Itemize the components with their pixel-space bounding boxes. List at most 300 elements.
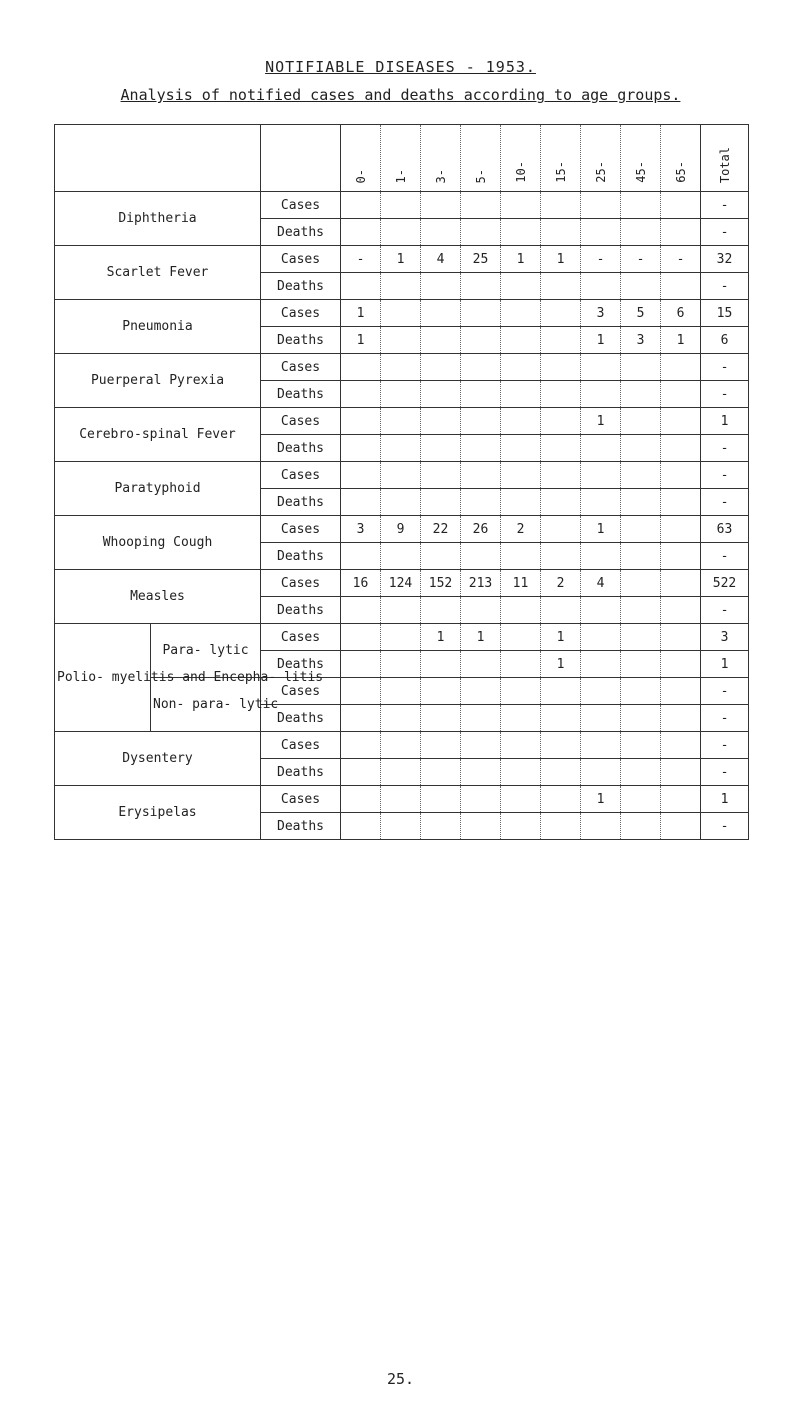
value-cell: [421, 705, 461, 732]
value-cell: [541, 462, 581, 489]
value-cell: [541, 381, 581, 408]
value-cell: 26: [461, 516, 501, 543]
age-group-label: 3-: [433, 168, 448, 183]
value-cell: [661, 435, 701, 462]
value-cell: [621, 516, 661, 543]
value-cell: 1: [581, 408, 621, 435]
value-cell: [341, 813, 381, 840]
value-cell: [341, 219, 381, 246]
value-cell: [341, 543, 381, 570]
age-group-header: [381, 125, 421, 192]
disease-name: Pneumonia: [55, 300, 261, 354]
total-cell: -: [701, 192, 749, 219]
cases-label: Cases: [261, 624, 341, 651]
total-cell: 1: [701, 651, 749, 678]
value-cell: [421, 273, 461, 300]
value-cell: [621, 489, 661, 516]
cases-label: Cases: [261, 732, 341, 759]
value-cell: 16: [341, 570, 381, 597]
value-cell: [381, 192, 421, 219]
value-cell: [421, 651, 461, 678]
total-cell: -: [701, 435, 749, 462]
value-cell: [381, 327, 421, 354]
value-cell: -: [581, 246, 621, 273]
value-cell: [621, 408, 661, 435]
value-cell: [461, 543, 501, 570]
disease-name: Dysentery: [55, 732, 261, 786]
value-cell: [661, 516, 701, 543]
value-cell: [661, 651, 701, 678]
disease-name: Erysipelas: [55, 786, 261, 840]
age-group-header: [341, 125, 381, 192]
value-cell: [381, 732, 421, 759]
value-cell: 2: [501, 516, 541, 543]
cases-label: Cases: [261, 408, 341, 435]
value-cell: [661, 786, 701, 813]
cases-label: Cases: [261, 354, 341, 381]
value-cell: [621, 462, 661, 489]
age-group-label: 65-: [673, 161, 688, 183]
value-cell: [381, 624, 421, 651]
notifications-table: [54, 124, 749, 840]
value-cell: 11: [501, 570, 541, 597]
value-cell: [541, 435, 581, 462]
value-cell: [341, 651, 381, 678]
value-cell: [581, 354, 621, 381]
age-group-header: [501, 125, 541, 192]
value-cell: [621, 435, 661, 462]
page-number: 25.: [386, 1370, 415, 1388]
header-blank: [55, 125, 261, 192]
value-cell: [461, 219, 501, 246]
deaths-label: Deaths: [261, 651, 341, 678]
value-cell: [501, 381, 541, 408]
value-cell: [341, 381, 381, 408]
age-group-label: 0-: [353, 168, 368, 183]
value-cell: [341, 759, 381, 786]
value-cell: [381, 678, 421, 705]
value-cell: [461, 273, 501, 300]
age-group-label: 25-: [593, 161, 608, 183]
value-cell: [381, 435, 421, 462]
value-cell: [461, 462, 501, 489]
value-cell: [381, 705, 421, 732]
value-cell: [381, 786, 421, 813]
disease-cases-row: [55, 192, 749, 219]
total-cell: 63: [701, 516, 749, 543]
value-cell: [421, 192, 461, 219]
value-cell: [661, 543, 701, 570]
value-cell: [381, 273, 421, 300]
value-cell: 1: [461, 624, 501, 651]
value-cell: [541, 489, 581, 516]
value-cell: [621, 759, 661, 786]
value-cell: [541, 678, 581, 705]
value-cell: [341, 705, 381, 732]
deaths-label: Deaths: [261, 489, 341, 516]
value-cell: [421, 759, 461, 786]
value-cell: [621, 570, 661, 597]
deaths-label: Deaths: [261, 219, 341, 246]
value-cell: [501, 786, 541, 813]
value-cell: [381, 489, 421, 516]
deaths-label: Deaths: [261, 759, 341, 786]
total-cell: -: [701, 732, 749, 759]
value-cell: [461, 759, 501, 786]
disease-cases-row: [55, 570, 749, 597]
cases-label: Cases: [261, 246, 341, 273]
value-cell: [541, 273, 581, 300]
value-cell: [661, 624, 701, 651]
value-cell: [381, 651, 421, 678]
value-cell: [381, 813, 421, 840]
value-cell: [661, 192, 701, 219]
value-cell: 5: [621, 300, 661, 327]
value-cell: [341, 192, 381, 219]
value-cell: [461, 705, 501, 732]
value-cell: [501, 300, 541, 327]
value-cell: [621, 192, 661, 219]
value-cell: -: [661, 246, 701, 273]
total-cell: -: [701, 759, 749, 786]
value-cell: 22: [421, 516, 461, 543]
total-cell: -: [701, 381, 749, 408]
value-cell: 6: [661, 300, 701, 327]
value-cell: [381, 462, 421, 489]
value-cell: [501, 651, 541, 678]
value-cell: [421, 327, 461, 354]
value-cell: [621, 354, 661, 381]
value-cell: [501, 759, 541, 786]
value-cell: 213: [461, 570, 501, 597]
value-cell: [421, 813, 461, 840]
total-cell: 3: [701, 624, 749, 651]
disease-cases-row: [55, 516, 749, 543]
value-cell: [421, 786, 461, 813]
value-cell: [581, 219, 621, 246]
value-cell: [421, 300, 461, 327]
value-cell: 1: [341, 327, 381, 354]
value-cell: [381, 597, 421, 624]
value-cell: 9: [381, 516, 421, 543]
value-cell: [581, 273, 621, 300]
value-cell: [541, 597, 581, 624]
cases-label: Cases: [261, 570, 341, 597]
page-subtitle: Analysis of notified cases and deaths according to age groups.: [120, 86, 681, 104]
value-cell: [621, 813, 661, 840]
value-cell: [501, 327, 541, 354]
disease-name: Polio- myelitis and Encepha- litis: [55, 624, 151, 732]
disease-name: Whooping Cough: [55, 516, 261, 570]
disease-name: Scarlet Fever: [55, 246, 261, 300]
value-cell: 1: [581, 786, 621, 813]
age-group-label: 15-: [553, 161, 568, 183]
value-cell: [501, 489, 541, 516]
value-cell: [661, 408, 701, 435]
value-cell: [501, 462, 541, 489]
polio-subtype: Non- para- lytic: [151, 678, 261, 732]
disease-cases-row: [55, 732, 749, 759]
age-group-header: [421, 125, 461, 192]
value-cell: [421, 732, 461, 759]
value-cell: 25: [461, 246, 501, 273]
value-cell: [541, 354, 581, 381]
header-blank: [261, 125, 341, 192]
value-cell: [501, 678, 541, 705]
value-cell: [581, 462, 621, 489]
value-cell: 152: [421, 570, 461, 597]
total-cell: -: [701, 597, 749, 624]
value-cell: [581, 813, 621, 840]
value-cell: [581, 732, 621, 759]
value-cell: [461, 408, 501, 435]
value-cell: [621, 273, 661, 300]
value-cell: [541, 300, 581, 327]
value-cell: [541, 327, 581, 354]
value-cell: [581, 192, 621, 219]
value-cell: [621, 678, 661, 705]
value-cell: [661, 705, 701, 732]
value-cell: [661, 219, 701, 246]
value-cell: 1: [381, 246, 421, 273]
total-cell: 32: [701, 246, 749, 273]
value-cell: [621, 597, 661, 624]
value-cell: 1: [581, 516, 621, 543]
age-group-label: 1-: [393, 168, 408, 183]
disease-name: Diphtheria: [55, 192, 261, 246]
value-cell: [381, 408, 421, 435]
value-cell: [541, 759, 581, 786]
deaths-label: Deaths: [261, 813, 341, 840]
total-cell: 1: [701, 408, 749, 435]
value-cell: [581, 678, 621, 705]
value-cell: [421, 462, 461, 489]
value-cell: [341, 489, 381, 516]
cases-label: Cases: [261, 678, 341, 705]
value-cell: -: [621, 246, 661, 273]
value-cell: [581, 705, 621, 732]
total-cell: -: [701, 678, 749, 705]
page-title: NOTIFIABLE DISEASES - 1953.: [265, 58, 536, 76]
value-cell: [341, 408, 381, 435]
total-cell: -: [701, 354, 749, 381]
value-cell: [621, 543, 661, 570]
value-cell: [661, 597, 701, 624]
value-cell: [661, 570, 701, 597]
value-cell: [661, 354, 701, 381]
age-group-header: [581, 125, 621, 192]
value-cell: [581, 759, 621, 786]
value-cell: [501, 408, 541, 435]
value-cell: [421, 543, 461, 570]
value-cell: 3: [341, 516, 381, 543]
value-cell: [341, 786, 381, 813]
age-group-header: [621, 125, 661, 192]
value-cell: 1: [661, 327, 701, 354]
value-cell: [501, 273, 541, 300]
cases-label: Cases: [261, 786, 341, 813]
value-cell: [581, 435, 621, 462]
disease-cases-row: [55, 408, 749, 435]
total-cell: -: [701, 219, 749, 246]
disease-cases-row: [55, 246, 749, 273]
disease-cases-row: [55, 354, 749, 381]
disease-name: Measles: [55, 570, 261, 624]
deaths-label: Deaths: [261, 597, 341, 624]
value-cell: [661, 489, 701, 516]
value-cell: [421, 489, 461, 516]
value-cell: 3: [621, 327, 661, 354]
value-cell: 4: [421, 246, 461, 273]
value-cell: [581, 651, 621, 678]
value-cell: [581, 597, 621, 624]
value-cell: [461, 732, 501, 759]
value-cell: [461, 435, 501, 462]
value-cell: 1: [541, 624, 581, 651]
value-cell: [421, 354, 461, 381]
total-cell: 15: [701, 300, 749, 327]
age-group-header: [461, 125, 501, 192]
value-cell: [661, 462, 701, 489]
value-cell: 1: [341, 300, 381, 327]
value-cell: -: [341, 246, 381, 273]
value-cell: [421, 597, 461, 624]
value-cell: [461, 300, 501, 327]
value-cell: [461, 381, 501, 408]
value-cell: [501, 732, 541, 759]
age-group-label: Total: [717, 146, 732, 183]
value-cell: [421, 219, 461, 246]
cases-label: Cases: [261, 462, 341, 489]
age-group-label: 5-: [473, 168, 488, 183]
age-group-header: [701, 125, 749, 192]
value-cell: [501, 219, 541, 246]
value-cell: [461, 192, 501, 219]
value-cell: [541, 219, 581, 246]
header-row: [55, 125, 749, 192]
polio-subtype: Para- lytic: [151, 624, 261, 678]
deaths-label: Deaths: [261, 435, 341, 462]
value-cell: [341, 354, 381, 381]
value-cell: [621, 381, 661, 408]
total-cell: -: [701, 813, 749, 840]
value-cell: [381, 381, 421, 408]
value-cell: [541, 192, 581, 219]
total-cell: -: [701, 273, 749, 300]
value-cell: [501, 192, 541, 219]
disease-cases-row: [55, 300, 749, 327]
value-cell: [661, 732, 701, 759]
value-cell: [541, 786, 581, 813]
value-cell: 1: [541, 651, 581, 678]
cases-label: Cases: [261, 300, 341, 327]
value-cell: [621, 651, 661, 678]
value-cell: [501, 354, 541, 381]
value-cell: [421, 408, 461, 435]
value-cell: [541, 813, 581, 840]
value-cell: [341, 435, 381, 462]
total-cell: -: [701, 705, 749, 732]
value-cell: [461, 327, 501, 354]
deaths-label: Deaths: [261, 381, 341, 408]
disease-name: Paratyphoid: [55, 462, 261, 516]
value-cell: [461, 489, 501, 516]
value-cell: 3: [581, 300, 621, 327]
value-cell: [381, 543, 421, 570]
value-cell: [341, 597, 381, 624]
value-cell: [541, 732, 581, 759]
value-cell: [381, 759, 421, 786]
value-cell: [581, 381, 621, 408]
value-cell: [661, 273, 701, 300]
value-cell: 124: [381, 570, 421, 597]
value-cell: [341, 678, 381, 705]
value-cell: [621, 705, 661, 732]
age-group-header: [661, 125, 701, 192]
value-cell: [421, 435, 461, 462]
value-cell: [621, 732, 661, 759]
value-cell: [541, 705, 581, 732]
value-cell: [341, 732, 381, 759]
value-cell: [381, 354, 421, 381]
value-cell: [461, 651, 501, 678]
value-cell: [541, 408, 581, 435]
value-cell: [341, 462, 381, 489]
value-cell: [461, 354, 501, 381]
value-cell: 1: [501, 246, 541, 273]
value-cell: 1: [581, 327, 621, 354]
disease-cases-row: [55, 462, 749, 489]
value-cell: [461, 678, 501, 705]
cases-label: Cases: [261, 192, 341, 219]
value-cell: [341, 624, 381, 651]
value-cell: [661, 381, 701, 408]
age-group-label: 45-: [633, 161, 648, 183]
total-cell: -: [701, 543, 749, 570]
value-cell: [341, 273, 381, 300]
value-cell: [381, 219, 421, 246]
value-cell: [661, 678, 701, 705]
deaths-label: Deaths: [261, 327, 341, 354]
deaths-label: Deaths: [261, 543, 341, 570]
total-cell: 522: [701, 570, 749, 597]
value-cell: [501, 597, 541, 624]
disease-cases-row: [55, 786, 749, 813]
value-cell: [581, 543, 621, 570]
value-cell: [381, 300, 421, 327]
age-group-label: 10-: [513, 161, 528, 183]
total-cell: 6: [701, 327, 749, 354]
value-cell: [621, 219, 661, 246]
value-cell: [621, 624, 661, 651]
total-cell: -: [701, 462, 749, 489]
value-cell: [501, 543, 541, 570]
polio-cases-row: [55, 624, 749, 651]
value-cell: 1: [541, 246, 581, 273]
total-cell: -: [701, 489, 749, 516]
value-cell: [661, 813, 701, 840]
value-cell: 1: [421, 624, 461, 651]
value-cell: 4: [581, 570, 621, 597]
value-cell: [421, 381, 461, 408]
deaths-label: Deaths: [261, 273, 341, 300]
value-cell: [421, 678, 461, 705]
value-cell: [501, 705, 541, 732]
age-group-header: [541, 125, 581, 192]
value-cell: [581, 489, 621, 516]
value-cell: [541, 516, 581, 543]
disease-name: Cerebro-spinal Fever: [55, 408, 261, 462]
